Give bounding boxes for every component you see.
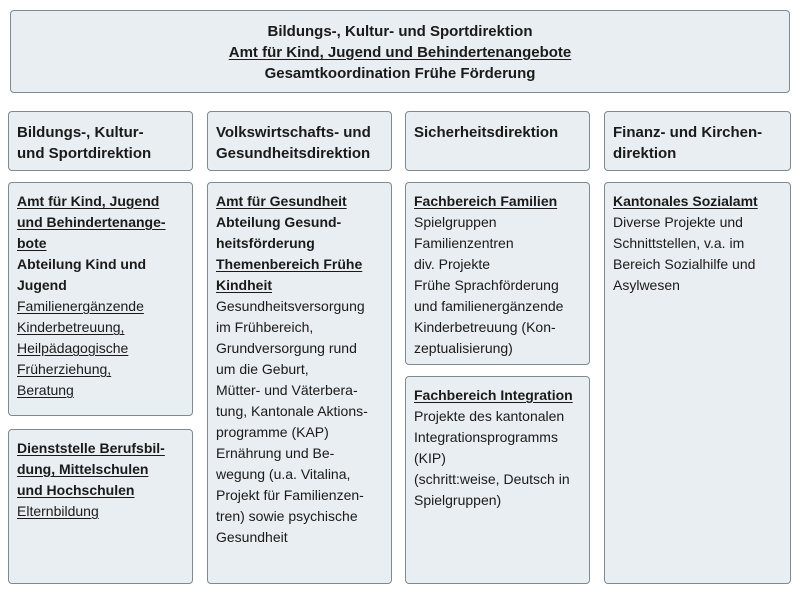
text-line: Projekt für Familienzen-: [216, 487, 364, 503]
top-organization-box: [10, 10, 790, 93]
berufsbildung-title-line: und Hochschulen: [17, 482, 135, 498]
abteilung-gesundheit-line: Abteilung Gesund-: [216, 214, 342, 230]
text-line: Schnittstellen, v.a. im: [613, 235, 745, 251]
box-amt-gesundheit: [207, 182, 392, 584]
amt-gesundheit-title: Amt für Gesundheit: [216, 193, 347, 209]
top-directorate: Bildungs-, Kultur- und Sportdirektion: [267, 23, 533, 40]
text-line: div. Projekte: [414, 256, 490, 272]
text-line: tung, Kantonale Aktions-: [216, 403, 368, 419]
amt-kind-line: Amt für Kind, Jugend: [17, 193, 160, 209]
header-finanz: Finanz- und Kirchen- direktion: [604, 111, 791, 171]
text-line: Grundversorgung rund: [216, 340, 357, 356]
abteilung-kind-line: Abteilung Kind und: [17, 256, 147, 272]
text-line: Spielgruppen: [414, 214, 497, 230]
text-line: Frühe Sprachförderung: [414, 277, 559, 293]
text-line: im Frühbereich,: [216, 319, 314, 335]
text-line: Bereich Sozialhilfe und: [613, 256, 756, 272]
themenbereich-line: Kindheit: [216, 277, 272, 293]
text-line: Familienzentren: [414, 235, 514, 251]
familien-title: Fachbereich Familien: [414, 193, 558, 209]
text-line: Gesundheit: [216, 529, 288, 545]
text-line: zeptualisierung): [414, 340, 513, 356]
service-item: Heilpädagogische: [17, 340, 129, 356]
integration-title: Fachbereich Integration: [414, 387, 573, 403]
box-fachbereich-familien: [405, 182, 590, 365]
service-item: Familienergänzende: [17, 298, 144, 314]
box-fachbereich-integration: [405, 376, 590, 584]
text-line: Mütter- und Väterbera-: [216, 382, 358, 398]
text-line: Projekte des kantonalen: [414, 408, 565, 424]
berufsbildung-title-line: Dienststelle Berufsbil-: [17, 440, 165, 456]
service-item: Beratung: [17, 382, 74, 398]
text-line: Kinderbetreuung (Kon-: [414, 319, 556, 335]
header-volkswirtschaft: Volkswirtschafts- und Gesundheitsdirektion: [207, 111, 392, 171]
text-line: Diverse Projekte und: [613, 214, 743, 230]
abteilung-gesundheit-line: heitsförderung: [216, 235, 315, 251]
text-line: Asylwesen: [613, 277, 680, 293]
text-line: (schritt:weise, Deutsch in: [414, 471, 570, 487]
amt-kind-line: und Behindertenange-: [17, 214, 166, 230]
text-line: und familienergänzende: [414, 298, 564, 314]
text-line: um die Geburt,: [216, 361, 309, 377]
berufsbildung-title-line: dung, Mittelschulen: [17, 461, 149, 477]
box-berufsbildung: [8, 429, 193, 584]
text-line: programme (KAP): [216, 424, 329, 440]
themenbereich-line: Themenbereich Frühe: [216, 256, 363, 272]
amt-kind-line: bote: [17, 235, 47, 251]
header-sicherheit: Sicherheitsdirektion: [405, 111, 590, 171]
text-line: Spielgruppen): [414, 492, 502, 508]
sozialamt-title: Kantonales Sozialamt: [613, 193, 758, 209]
service-item: Elternbildung: [17, 503, 99, 519]
service-item: Kinderbetreuung,: [17, 319, 125, 335]
text-line: (KIP): [414, 450, 446, 466]
text-line: Integrationsprogramms: [414, 429, 558, 445]
text-line: tren) sowie psychische: [216, 508, 358, 524]
abteilung-kind-line: Jugend: [17, 277, 67, 293]
text-line: wegung (u.a. Vitalina,: [216, 466, 351, 482]
text-line: Gesundheitsversorgung: [216, 298, 365, 314]
top-office: Amt für Kind, Jugend und Behindertenangebote: [228, 44, 572, 61]
text-line: Ernährung und Be-: [216, 445, 335, 461]
header-bildung: Bildungs-, Kultur- und Sportdirektion: [8, 111, 193, 171]
service-item: Früherziehung,: [17, 361, 112, 377]
box-kantonales-sozialamt: [604, 182, 791, 584]
box-amt-kind-jugend: [8, 182, 193, 416]
top-coordination: Gesamtkoordination Frühe Förderung: [264, 65, 536, 82]
